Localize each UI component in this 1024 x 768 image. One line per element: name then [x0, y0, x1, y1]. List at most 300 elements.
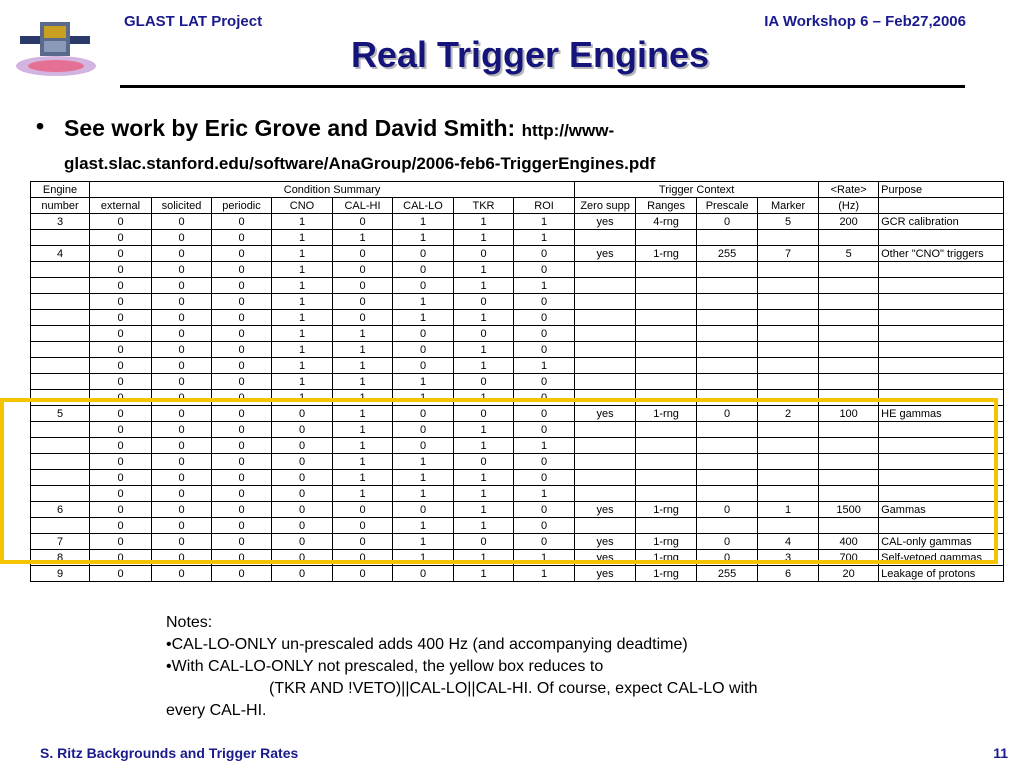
table-cell: 0 [272, 534, 333, 550]
table-cell [819, 294, 879, 310]
highlight-box [0, 398, 998, 564]
table-cell: 1 [333, 470, 393, 486]
table-cell: 0 [212, 566, 272, 582]
table-cell: 0 [90, 534, 152, 550]
table-cell: 0 [212, 518, 272, 534]
column-header: Prescale [697, 198, 758, 214]
table-cell: 1 [454, 262, 514, 278]
table-cell [31, 342, 90, 358]
table-cell: 0 [212, 438, 272, 454]
table-cell: 0 [90, 310, 152, 326]
table-cell [697, 278, 758, 294]
table-cell: 1 [514, 358, 575, 374]
table-cell: 0 [90, 518, 152, 534]
table-cell: 0 [152, 342, 212, 358]
table-cell: 0 [152, 518, 212, 534]
project-label: GLAST LAT Project [124, 13, 263, 30]
table-cell: 5 [758, 214, 819, 230]
table-cell: 0 [697, 406, 758, 422]
table-cell: 0 [393, 278, 454, 294]
table-cell [31, 374, 90, 390]
table-cell: 0 [333, 246, 393, 262]
notes-line: (TKR AND !VETO)||CAL-LO||CAL-HI. Of course, expect CAL-LO with [269, 680, 758, 697]
table-cell: yes [575, 246, 636, 262]
table-cell [575, 294, 636, 310]
table-cell: 1-rng [636, 502, 697, 518]
table-cell: HE gammas [879, 406, 1004, 422]
table-cell [31, 278, 90, 294]
table-cell: 0 [212, 310, 272, 326]
table-cell: 1 [514, 486, 575, 502]
table-cell: 0 [514, 470, 575, 486]
table-cell: yes [575, 550, 636, 566]
notes-line: every CAL-HI. [166, 702, 267, 719]
table-row [31, 262, 1004, 278]
table-cell [575, 310, 636, 326]
table-cell: 0 [697, 214, 758, 230]
table-cell [575, 342, 636, 358]
table-cell: 5 [819, 246, 879, 262]
table-cell: 1 [272, 390, 333, 406]
column-header: Zero supp [575, 198, 636, 214]
table-row [31, 214, 1004, 230]
table-row [31, 294, 1004, 310]
table-cell: 3 [758, 550, 819, 566]
table-cell [636, 326, 697, 342]
slide-title: Real Trigger Engines [350, 34, 710, 75]
table-cell [758, 358, 819, 374]
table-cell: 0 [212, 454, 272, 470]
table-cell: 1 [393, 214, 454, 230]
table-cell: 0 [90, 566, 152, 582]
table-cell: 1 [333, 422, 393, 438]
table-cell [697, 326, 758, 342]
report-link[interactable]: http://www-glast.slac.stanford.edu/software/AnaGroup/2006-feb6-TriggerEngines.pdf [64, 121, 656, 173]
table-cell: 0 [393, 438, 454, 454]
title-rule [120, 85, 965, 88]
table-cell: 1 [272, 294, 333, 310]
table-cell: 1 [454, 566, 514, 582]
table-cell [697, 358, 758, 374]
table-cell: 1 [393, 534, 454, 550]
table-cell: 0 [90, 294, 152, 310]
table-cell: 1 [272, 278, 333, 294]
table-cell [879, 310, 1004, 326]
table-cell: CAL-only gammas [879, 534, 1004, 550]
table-cell: 1 [454, 342, 514, 358]
table-cell: 0 [514, 310, 575, 326]
table-cell: 0 [152, 262, 212, 278]
table-cell: 1 [454, 390, 514, 406]
table-cell: 1 [393, 390, 454, 406]
rate-header: <Rate> [819, 182, 879, 198]
table-cell: 0 [333, 518, 393, 534]
workshop-date-label: IA Workshop 6 – Feb27,2006 [764, 13, 966, 30]
table-cell: 0 [393, 406, 454, 422]
table-cell: 0 [514, 374, 575, 390]
table-cell: 0 [90, 406, 152, 422]
table-cell: GCR calibration [879, 214, 1004, 230]
table-cell: 0 [514, 326, 575, 342]
table-row [31, 374, 1004, 390]
table-cell: 0 [152, 534, 212, 550]
table-cell [819, 342, 879, 358]
table-cell: 0 [272, 550, 333, 566]
table-cell: 200 [819, 214, 879, 230]
table-cell [636, 230, 697, 246]
table-cell: 0 [90, 246, 152, 262]
table-cell: 0 [454, 534, 514, 550]
table-cell: 0 [152, 550, 212, 566]
table-cell: 1 [333, 326, 393, 342]
table-cell: 1 [454, 486, 514, 502]
table-cell [879, 374, 1004, 390]
column-header: external [90, 198, 152, 214]
table-cell: 1 [454, 518, 514, 534]
table-cell: 0 [152, 390, 212, 406]
table-cell: 1 [514, 438, 575, 454]
table-cell: 1 [272, 230, 333, 246]
table-cell: 0 [152, 486, 212, 502]
table-cell: 0 [393, 326, 454, 342]
table-cell: 0 [90, 422, 152, 438]
table-cell: 0 [333, 310, 393, 326]
page-number: 11 [993, 745, 1008, 761]
table-cell: yes [575, 406, 636, 422]
table-cell: 0 [152, 406, 212, 422]
table-cell [758, 326, 819, 342]
table-cell: 0 [90, 502, 152, 518]
table-cell: 2 [758, 406, 819, 422]
table-cell [879, 278, 1004, 294]
table-cell [758, 294, 819, 310]
table-cell: 0 [152, 470, 212, 486]
table-cell: 6 [758, 566, 819, 582]
table-cell [31, 358, 90, 374]
table-cell [636, 278, 697, 294]
table-cell: Self-vetoed gammas [879, 550, 1004, 566]
table-cell [758, 310, 819, 326]
table-cell: 1-rng [636, 550, 697, 566]
table-cell: 0 [697, 550, 758, 566]
table-row [31, 566, 1004, 582]
column-header: Marker [758, 198, 819, 214]
table-cell: 0 [333, 502, 393, 518]
table-cell: 1 [454, 470, 514, 486]
table-cell: 0 [152, 230, 212, 246]
table-cell: 0 [212, 486, 272, 502]
table-cell: 1 [272, 310, 333, 326]
table-cell: 1 [333, 438, 393, 454]
table-cell: 1 [333, 374, 393, 390]
table-cell: 1 [454, 422, 514, 438]
table-cell [575, 278, 636, 294]
column-header: number [31, 198, 90, 214]
table-cell [879, 294, 1004, 310]
column-header: Ranges [636, 198, 697, 214]
table-cell: 4-rng [636, 214, 697, 230]
table-cell: 1 [333, 230, 393, 246]
table-cell: 0 [454, 406, 514, 422]
table-column-header-row [31, 198, 1004, 214]
table-cell: 0 [90, 230, 152, 246]
table-cell: 0 [454, 294, 514, 310]
table-cell: 0 [697, 502, 758, 518]
table-cell: 1 [393, 374, 454, 390]
table-cell [697, 310, 758, 326]
table-cell: 0 [333, 566, 393, 582]
column-header: CNO [272, 198, 333, 214]
table-cell: 0 [212, 214, 272, 230]
table-cell: 1 [333, 406, 393, 422]
table-cell: 0 [393, 262, 454, 278]
table-cell: 0 [393, 246, 454, 262]
table-cell: 0 [212, 262, 272, 278]
table-cell: 0 [90, 374, 152, 390]
table-cell: 0 [90, 550, 152, 566]
table-cell: 0 [152, 326, 212, 342]
purpose-header: Purpose [879, 182, 1004, 198]
table-cell: 0 [212, 294, 272, 310]
table-cell: 7 [758, 246, 819, 262]
table-cell [758, 374, 819, 390]
table-cell: 255 [697, 246, 758, 262]
table-cell: 1 [393, 454, 454, 470]
notes-line: •With CAL-LO-ONLY not prescaled, the yellow box reduces to [166, 658, 604, 675]
table-cell: 0 [272, 454, 333, 470]
table-cell: 0 [514, 518, 575, 534]
table-cell: 0 [333, 534, 393, 550]
table-cell: 1 [514, 214, 575, 230]
column-header: CAL-LO [393, 198, 454, 214]
table-cell: 1 [454, 438, 514, 454]
table-cell [697, 294, 758, 310]
bullet-text [64, 113, 824, 179]
table-cell: 0 [514, 406, 575, 422]
table-cell: 0 [514, 262, 575, 278]
condition-summary-header: Condition Summary [90, 182, 575, 198]
table-cell: 0 [272, 470, 333, 486]
table-row [31, 230, 1004, 246]
table-cell: 1 [393, 550, 454, 566]
table-cell: 1 [272, 262, 333, 278]
table-cell [819, 262, 879, 278]
table-cell [879, 326, 1004, 342]
table-cell: 255 [697, 566, 758, 582]
table-cell: 0 [514, 294, 575, 310]
table-cell [697, 374, 758, 390]
table-cell: 0 [272, 502, 333, 518]
table-cell [879, 230, 1004, 246]
table-cell: 0 [514, 534, 575, 550]
trigger-context-header: Trigger Context [575, 182, 819, 198]
column-header: TKR [454, 198, 514, 214]
table-cell: 0 [212, 246, 272, 262]
table-cell: 1-rng [636, 246, 697, 262]
table-cell [636, 342, 697, 358]
table-cell: 1 [333, 358, 393, 374]
table-cell: 0 [90, 390, 152, 406]
table-cell: yes [575, 534, 636, 550]
table-cell [636, 294, 697, 310]
table-cell: 1 [393, 518, 454, 534]
table-cell: 0 [152, 422, 212, 438]
notes-heading: Notes: [166, 614, 213, 631]
table-cell: Other "CNO" triggers [879, 246, 1004, 262]
table-cell: 1 [393, 230, 454, 246]
table-cell [819, 326, 879, 342]
table-row [31, 278, 1004, 294]
table-cell: 0 [454, 326, 514, 342]
table-cell [879, 342, 1004, 358]
table-cell: 0 [152, 566, 212, 582]
table-cell: 0 [212, 278, 272, 294]
table-cell: 0 [333, 278, 393, 294]
table-cell: 0 [514, 454, 575, 470]
table-cell: 20 [819, 566, 879, 582]
table-cell: 700 [819, 550, 879, 566]
table-cell: yes [575, 214, 636, 230]
table-cell: 0 [333, 214, 393, 230]
table-cell: 1 [514, 230, 575, 246]
table-cell [575, 262, 636, 278]
table-cell: 1 [393, 486, 454, 502]
table-cell: 0 [152, 310, 212, 326]
table-cell [697, 230, 758, 246]
table-cell: 0 [152, 294, 212, 310]
table-cell: 0 [272, 422, 333, 438]
column-header: CAL-HI [333, 198, 393, 214]
table-cell [758, 230, 819, 246]
table-cell: 1 [514, 566, 575, 582]
table-cell: 1 [333, 390, 393, 406]
column-header: periodic [212, 198, 272, 214]
table-cell: 0 [90, 326, 152, 342]
table-cell: 0 [212, 422, 272, 438]
table-cell: 1 [272, 342, 333, 358]
table-cell: 0 [152, 358, 212, 374]
table-cell [636, 374, 697, 390]
table-cell: 1 [454, 358, 514, 374]
table-cell: 0 [212, 358, 272, 374]
table-cell: 1 [272, 246, 333, 262]
table-cell: 1 [514, 550, 575, 566]
table-cell: 0 [272, 406, 333, 422]
column-header: ROI [514, 198, 575, 214]
table-row [31, 310, 1004, 326]
table-cell: 8 [31, 550, 90, 566]
table-cell [575, 230, 636, 246]
table-cell: 1 [454, 550, 514, 566]
table-cell: 1 [454, 278, 514, 294]
table-cell [697, 342, 758, 358]
table-cell: 0 [514, 246, 575, 262]
table-cell: 0 [90, 342, 152, 358]
table-cell: 0 [393, 358, 454, 374]
table-cell [575, 326, 636, 342]
table-cell: 1500 [819, 502, 879, 518]
table-cell [636, 310, 697, 326]
table-row [31, 246, 1004, 262]
table-cell: 1-rng [636, 566, 697, 582]
table-cell: 1 [333, 342, 393, 358]
table-cell: 0 [152, 502, 212, 518]
table-cell: 1 [393, 294, 454, 310]
table-cell [31, 326, 90, 342]
table-cell: 1 [454, 502, 514, 518]
table-row [31, 358, 1004, 374]
table-cell: 0 [152, 278, 212, 294]
table-row [31, 342, 1004, 358]
table-row [31, 326, 1004, 342]
table-cell: 0 [212, 342, 272, 358]
table-cell: 0 [90, 454, 152, 470]
table-cell: 0 [90, 438, 152, 454]
table-cell: 0 [272, 518, 333, 534]
table-group-header-row [31, 182, 1004, 198]
table-cell [758, 278, 819, 294]
table-cell: 1 [454, 214, 514, 230]
table-cell: 1-rng [636, 534, 697, 550]
table-cell: 1 [393, 470, 454, 486]
bullet-marker: • [36, 113, 45, 139]
table-cell: 1 [393, 310, 454, 326]
table-cell [758, 262, 819, 278]
table-cell: 0 [454, 374, 514, 390]
table-cell: 1 [333, 486, 393, 502]
table-cell [819, 358, 879, 374]
table-cell: 0 [212, 534, 272, 550]
table-cell: 0 [514, 342, 575, 358]
table-cell: 0 [152, 438, 212, 454]
table-cell: 0 [393, 502, 454, 518]
table-cell [31, 294, 90, 310]
table-cell: 0 [90, 470, 152, 486]
table-cell: 1-rng [636, 406, 697, 422]
table-cell: yes [575, 502, 636, 518]
table-cell [879, 358, 1004, 374]
table-cell: 0 [454, 454, 514, 470]
table-cell: 1 [272, 374, 333, 390]
table-cell: 0 [152, 454, 212, 470]
table-cell: 0 [393, 422, 454, 438]
table-cell: 0 [152, 214, 212, 230]
table-cell: 0 [212, 550, 272, 566]
notes-block [166, 612, 926, 722]
table-cell: 6 [31, 502, 90, 518]
table-cell: 0 [212, 326, 272, 342]
table-cell: 0 [272, 566, 333, 582]
table-cell: 0 [393, 342, 454, 358]
table-cell: 0 [152, 246, 212, 262]
table-cell: 400 [819, 534, 879, 550]
table-cell [697, 262, 758, 278]
table-cell: 7 [31, 534, 90, 550]
table-cell: 0 [393, 566, 454, 582]
table-cell [31, 262, 90, 278]
table-cell: 0 [514, 390, 575, 406]
footer-author-title: S. Ritz Backgrounds and Trigger Rates [40, 745, 299, 761]
notes-line: •CAL-LO-ONLY un-prescaled adds 400 Hz (and accompanying deadtime) [166, 636, 688, 653]
table-cell: 0 [90, 278, 152, 294]
table-cell: 1 [272, 326, 333, 342]
column-header: (Hz) [819, 198, 879, 214]
table-cell [575, 358, 636, 374]
table-cell: 0 [514, 422, 575, 438]
table-cell: 1 [272, 358, 333, 374]
table-cell: 3 [31, 214, 90, 230]
table-cell: 0 [212, 502, 272, 518]
